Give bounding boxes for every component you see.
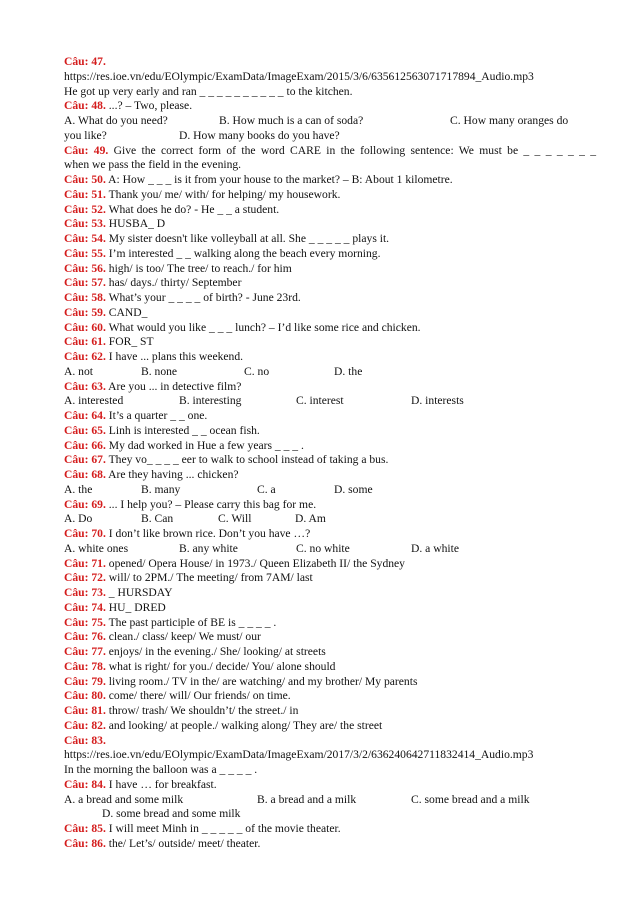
answer-options [64, 365, 604, 380]
question-number: Câu: 81. [64, 704, 106, 717]
question-item [64, 217, 604, 232]
question-item [64, 232, 604, 247]
question-item [64, 321, 604, 336]
option-c: C. no white [296, 541, 350, 555]
question-text: Thank you/ me/ with/ for helping/ my housework. [105, 187, 341, 201]
question-text: I will meet Minh in _ _ _ _ _ of the movie theater. [105, 822, 341, 835]
question-text: A: How _ _ _ is it from your house to the market? – B: About 1 kilometre. [105, 173, 453, 186]
option-c: C. some bread and a milk [411, 792, 530, 806]
question-number: Câu: 62. [64, 350, 106, 363]
question-text: I’m interested _ _ walking along the beach every morning. [105, 246, 381, 260]
question-item [64, 527, 604, 542]
question-text: will/ to 2PM./ The meeting/ from 7AM/ last [105, 571, 313, 585]
option-c-continued: you like? [64, 128, 107, 142]
option-a: A. Do [64, 512, 93, 526]
option-c: C. How many oranges do [450, 114, 569, 127]
question-number: Câu: 65. [64, 423, 106, 437]
question-text: My sister doesn't like volleyball at all. She _ _ _ _ _ plays it. [105, 232, 390, 245]
option-d: D. How many books do you have? [179, 128, 340, 142]
question-number: Câu: 67. [64, 453, 106, 467]
question-text: In the morning the balloon was a _ _ _ _ . [64, 763, 258, 776]
question-item [64, 719, 604, 734]
question-item [64, 689, 604, 704]
option-a: A. a bread and some milk [64, 792, 184, 806]
question-text: Are you ... in detective film? [105, 379, 242, 393]
question-item [64, 675, 604, 690]
question-number: Câu: 66. [64, 438, 106, 452]
question-list [64, 55, 604, 852]
question-text: He got up very early and ran _ _ _ _ _ _ _ _ _ _ to the kitchen. [64, 84, 353, 98]
question-text: I don’t like brown rice. Don’t you have …? [105, 527, 311, 540]
question-number: Câu: 47. [64, 55, 106, 68]
option-b: B. a bread and a milk [257, 792, 357, 806]
option-b: B. interesting [179, 394, 242, 408]
question-item [64, 645, 604, 660]
question-text: throw/ trash/ We shouldn’t/ the street./ in [105, 704, 299, 717]
audio-url[interactable] [64, 70, 604, 85]
question-item [64, 601, 604, 616]
question-item [64, 409, 604, 424]
question-item [64, 335, 604, 350]
question-number: Câu: 83. [64, 733, 106, 747]
question-text: clean./ class/ keep/ We must/ our [105, 630, 261, 644]
answer-options [64, 512, 604, 527]
question-number: Câu: 58. [64, 291, 106, 304]
question-text: the/ Let’s/ outside/ meet/ theater. [105, 836, 261, 850]
question-item [64, 380, 604, 395]
question-text: It’s a quarter _ _ one. [105, 409, 208, 422]
option-b: B. many [141, 482, 181, 496]
question-number: Câu: 55. [64, 246, 106, 260]
question-text: opened/ Opera House/ in 1973./ Queen Elizabeth II/ the Sydney [105, 556, 405, 570]
question-number: Câu: 84. [64, 777, 106, 791]
question-number: Câu: 68. [64, 468, 106, 481]
option-d: D. interests [411, 394, 464, 408]
question-text-continued: when we pass the field in the evening. [64, 158, 242, 172]
audio-link[interactable]: https://res.ioe.vn/edu/EOlympic/ExamData/ImageExam/2017/3/2/636240642711832414_Audio.mp3 [64, 748, 534, 762]
question-number: Câu: 63. [64, 379, 106, 393]
answer-options [64, 793, 604, 808]
question-number: Câu: 75. [64, 615, 106, 629]
question-text: HU_ DRED [105, 600, 166, 614]
audio-url[interactable] [64, 748, 604, 763]
option-b: B. any white [179, 541, 238, 555]
question-text: _ HURSDAY [105, 586, 173, 599]
question-text: has/ days./ thirty/ September [105, 276, 242, 290]
answer-options [64, 394, 604, 409]
question-number: Câu: 82. [64, 718, 106, 732]
question-number: Câu: 50. [64, 173, 106, 186]
question-text: and looking/ at people./ walking along/ They are/ the street [105, 718, 383, 732]
option-d: D. a white [411, 541, 459, 555]
question-number: Câu: 49. [64, 143, 109, 157]
option-a: A. interested [64, 394, 124, 408]
question-item [64, 203, 604, 218]
question-item [64, 822, 604, 837]
answer-options [64, 114, 604, 129]
question-number: Câu: 79. [64, 674, 106, 688]
question-item [64, 704, 604, 719]
option-c: C. no [244, 364, 270, 378]
question-item [64, 188, 604, 203]
question-text: Linh is interested _ _ ocean fish. [105, 423, 260, 437]
question-text: My dad worked in Hue a few years _ _ _ . [105, 438, 304, 452]
option-a: A. white ones [64, 541, 129, 555]
question-text: What’s your _ _ _ _ of birth? - June 23rd. [105, 291, 301, 304]
question-number: Câu: 56. [64, 261, 106, 275]
question-number: Câu: 53. [64, 217, 106, 231]
option-a: A. What do you need? [64, 114, 168, 127]
question-text: ...? – Two, please. [105, 99, 193, 113]
question-number: Câu: 52. [64, 202, 106, 216]
question-number: Câu: 77. [64, 645, 106, 658]
question-item [64, 291, 604, 306]
question-text: come/ there/ will/ Our friends/ on time. [105, 689, 291, 703]
question-text: living room./ TV in the/ are watching/ and my brother/ My parents [105, 674, 418, 688]
answer-options [64, 483, 604, 498]
question-number: Câu: 74. [64, 600, 106, 614]
question-item [64, 424, 604, 439]
question-item [64, 571, 604, 586]
question-number: Câu: 54. [64, 232, 106, 245]
question-text: Give the correct form of the word CARE in the following sentence: We must be _ _ _ _ _ _ _ [108, 143, 596, 157]
question-item [64, 439, 604, 454]
question-item [64, 173, 604, 188]
question-number: Câu: 51. [64, 187, 106, 201]
question-item [64, 468, 604, 483]
question-text: enjoys/ in the evening./ She/ looking/ at streets [105, 645, 326, 658]
question-text: ... I help you? – Please carry this bag for me. [105, 497, 317, 511]
answer-options [64, 129, 604, 144]
question-item [64, 630, 604, 645]
option-c: C. interest [296, 394, 344, 408]
question-text: The past participle of BE is _ _ _ _ . [105, 615, 277, 629]
question-text: What would you like _ _ _ lunch? – I’d like some rice and chicken. [105, 320, 421, 334]
question-item [64, 453, 604, 468]
question-number: Câu: 72. [64, 571, 106, 585]
question-label-line [64, 734, 604, 749]
question-number: Câu: 73. [64, 586, 106, 599]
question-number: Câu: 71. [64, 556, 106, 570]
option-a: A. the [64, 482, 93, 496]
question-number: Câu: 60. [64, 320, 106, 334]
question-text: CAND_ [105, 305, 148, 319]
question-item [64, 778, 604, 793]
option-d: D. Am [295, 512, 326, 526]
option-b: B. Can [141, 512, 174, 526]
question-number: Câu: 69. [64, 497, 106, 511]
question-label-line [64, 55, 604, 70]
question-text: FOR_ ST [105, 335, 154, 349]
option-d: D. some bread and some milk [102, 807, 241, 821]
audio-link[interactable]: https://res.ioe.vn/edu/EOlympic/ExamData/ImageExam/2015/3/6/635612563071717894_Audio.mp3 [64, 69, 534, 83]
question-item [64, 144, 604, 159]
option-a: A. not [64, 364, 93, 378]
question-item [64, 350, 604, 365]
question-item [64, 276, 604, 291]
question-number: Câu: 61. [64, 335, 106, 349]
question-number: Câu: 70. [64, 527, 106, 540]
answer-options [64, 542, 604, 557]
option-c: C. Will [218, 512, 252, 526]
question-number: Câu: 57. [64, 276, 106, 290]
question-text: Are they having ... chicken? [105, 468, 239, 481]
answer-options [64, 807, 604, 822]
question-text: What does he do? - He _ _ a student. [105, 202, 280, 216]
question-text: what is right/ for you./ decide/ You/ alone should [105, 659, 336, 673]
question-item [64, 557, 604, 572]
option-b: B. How much is a can of soda? [219, 114, 364, 127]
question-item [64, 498, 604, 513]
question-item [64, 99, 604, 114]
question-number: Câu: 48. [64, 99, 106, 113]
question-number: Câu: 85. [64, 822, 106, 835]
question-number: Câu: 76. [64, 630, 106, 644]
question-text: high/ is too/ The tree/ to reach./ for him [105, 261, 292, 275]
question-number: Câu: 59. [64, 305, 106, 319]
question-number: Câu: 80. [64, 689, 106, 703]
option-b: B. none [141, 364, 178, 378]
question-item [64, 262, 604, 277]
question-number: Câu: 86. [64, 836, 106, 850]
question-item [64, 616, 604, 631]
question-number: Câu: 64. [64, 409, 106, 422]
question-item [64, 660, 604, 675]
question-text: HUSBA_ D [105, 217, 166, 231]
question-item [64, 306, 604, 321]
option-d: D. some [334, 482, 373, 496]
option-c: C. a [257, 482, 276, 496]
question-item [64, 837, 604, 852]
question-item [64, 586, 604, 601]
question-number: Câu: 78. [64, 659, 106, 673]
question-text: I have ... plans this weekend. [105, 350, 244, 363]
question-item [64, 247, 604, 262]
question-text: They vo_ _ _ _ eer to walk to school instead of taking a bus. [105, 453, 389, 467]
question-text: I have … for breakfast. [105, 777, 217, 791]
option-d: D. the [334, 364, 363, 378]
